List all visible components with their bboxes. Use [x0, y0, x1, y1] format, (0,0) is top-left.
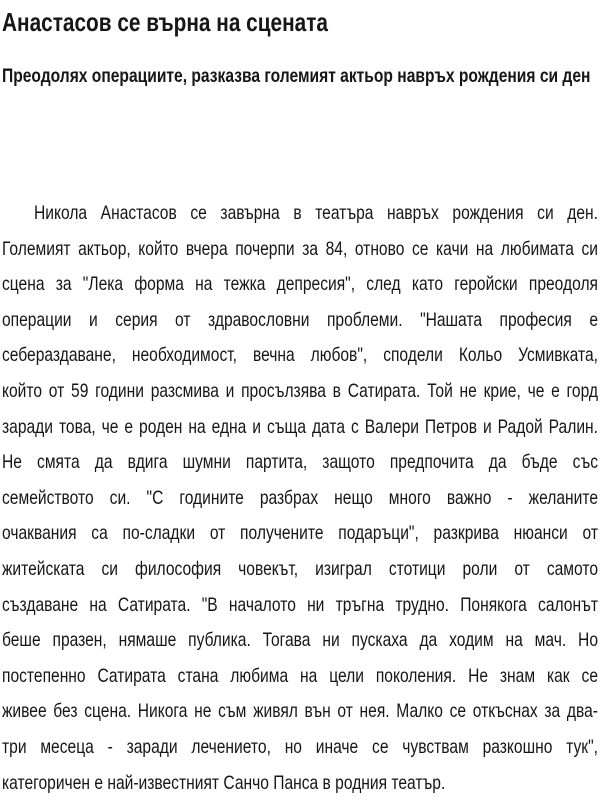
article-body: [2, 196, 598, 801]
body-line: създаване на Сатирата. "В началото ни тръгна трудно. Понякога салонът: [2, 588, 598, 624]
article-subtitle: Преодолях операциите, разказва големият актьор навръх рождения си ден: [2, 58, 598, 94]
body-line: житейската си философия човекът, изиграл стотици роли от самото: [2, 552, 598, 588]
body-line: себераздаване, необходимост, вечна любов", сподели Кольо Усмивката,: [2, 338, 598, 374]
body-line: постепенно Сатирата стана любима на цели поколения. Не знам как се: [2, 659, 598, 695]
body-line: три месеца - заради лечението, но иначе се чувствам разкошно тук",: [2, 730, 598, 766]
body-line: операции и серия от здравословни проблеми. "Нашата професия е: [2, 303, 598, 339]
body-line: Големият актьор, който вчера почерпи за 84, отново се качи на любимата си: [2, 232, 598, 268]
body-line: заради това, че е роден на една и съща дата с Валери Петров и Радой Ралин.: [2, 410, 598, 446]
body-line: категоричен е най-известният Санчо Панса в родния театър.: [2, 766, 598, 801]
body-line: живее без сцена. Никога не съм живял вън от нея. Малко се откъснах за два-: [2, 694, 598, 730]
body-line: беше празен, нямаше публика. Тогава ни пускаха да ходим на мач. Но: [2, 623, 598, 659]
body-line: семейството си. "С годините разбрах нещо много важно - желаните: [2, 481, 598, 517]
body-line: Никола Анастасов се завърна в театъра навръх рождения си ден.: [2, 196, 598, 232]
article-title: Анастасов се върна на сцената: [2, 6, 598, 38]
body-line: сцена за "Лека форма на тежка депресия", след като геройски преодоля: [2, 267, 598, 303]
body-line: очаквания са по-сладки от получените подаръци", разкрива нюанси от: [2, 516, 598, 552]
body-line: който от 59 години разсмива и просълзява в Сатирата. Той не крие, че е горд: [2, 374, 598, 410]
body-line: Не смята да вдига шумни партита, защото предпочита да бъде със: [2, 445, 598, 481]
